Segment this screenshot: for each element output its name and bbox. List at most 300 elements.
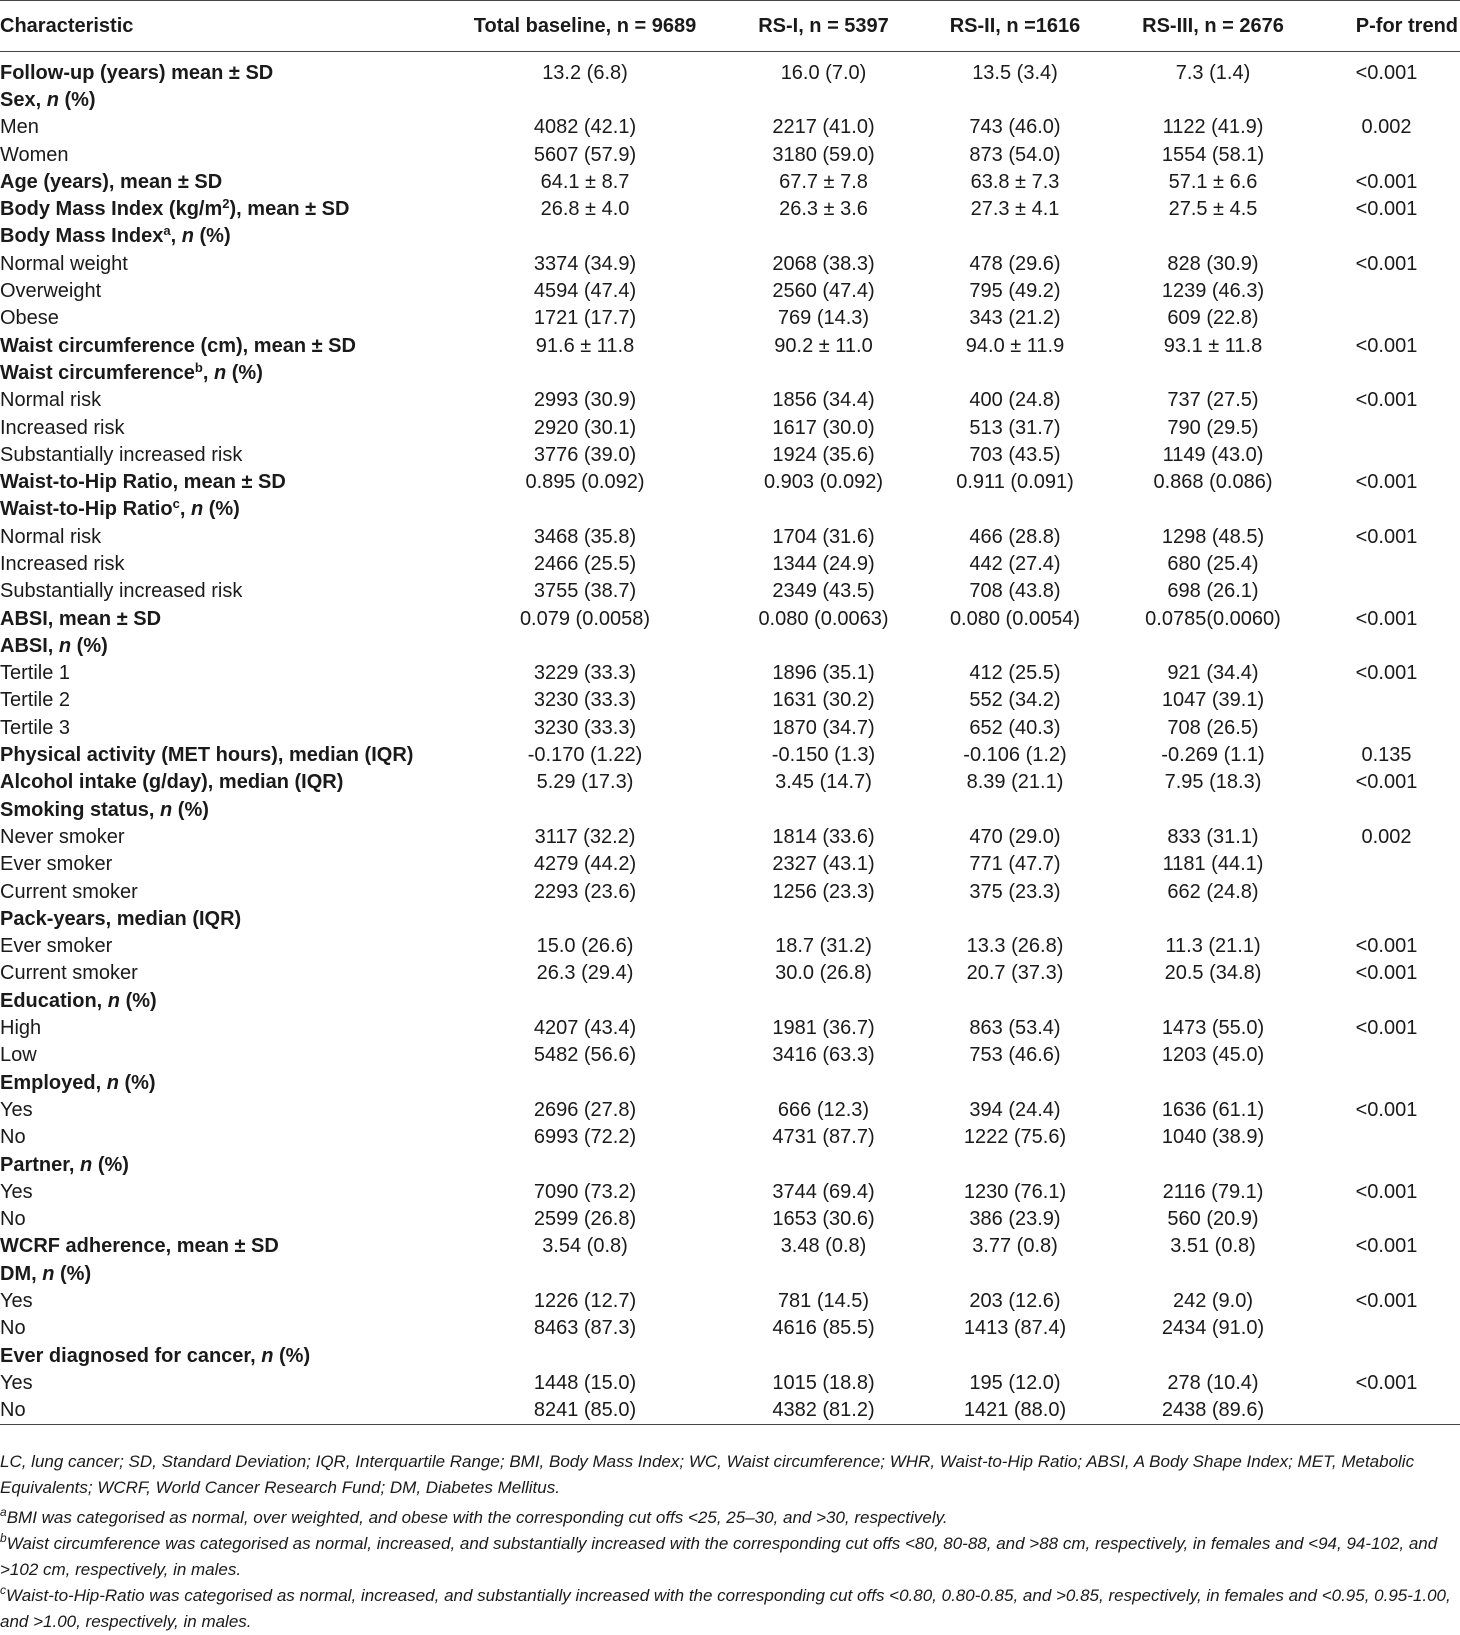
cell-rs-ii (917, 223, 1113, 250)
footnote-mark: b (0, 1531, 7, 1545)
cell-rs-i: 666 (12.3) (777, 1098, 870, 1121)
cell-rs-iii (1113, 1342, 1313, 1369)
cell-rs-i (730, 906, 917, 933)
cell-total-baseline (440, 906, 730, 933)
label-text: Employed, (0, 1071, 107, 1094)
row-label: Ever smoker (0, 853, 113, 876)
table-section-row (0, 196, 1460, 223)
row-label (0, 496, 440, 523)
cell-rs-iii: 57.1 ± 6.6 (1168, 170, 1258, 193)
cell-p-for-trend (1313, 442, 1460, 469)
cell-p-for-trend (1313, 223, 1460, 250)
cell-rs-i: 2327 (43.1) (772, 853, 875, 876)
cell-rs-i: 1653 (30.6) (772, 1208, 875, 1231)
cell-total-baseline (440, 1342, 730, 1369)
cell-rs-i: 16.0 (7.0) (780, 61, 867, 84)
cell-total-baseline: 4082 (42.1) (533, 116, 637, 139)
cell-rs-i: 3.45 (14.7) (775, 771, 872, 794)
cell-total-baseline: 3230 (33.3) (533, 689, 637, 712)
row-label (0, 1342, 440, 1369)
cell-rs-ii (917, 1342, 1113, 1369)
cell-rs-ii: 466 (28.8) (969, 525, 1061, 548)
table-section-row (0, 332, 1460, 359)
cell-rs-i: 1870 (34.7) (772, 716, 875, 739)
table-row (0, 878, 1460, 905)
cell-rs-i: 2349 (43.5) (772, 580, 875, 603)
cell-p-for-trend (1313, 1206, 1460, 1233)
cell-rs-ii: 652 (40.3) (969, 716, 1061, 739)
cell-p-for-trend: <0.001 (1355, 962, 1418, 985)
cell-total-baseline: 0.895 (0.092) (525, 471, 645, 494)
cell-rs-iii: 7.95 (18.3) (1164, 771, 1262, 794)
row-label: WCRF adherence, mean ± SD (0, 1235, 279, 1258)
row-label: Follow-up (years) mean ± SD (0, 61, 274, 84)
cell-p-for-trend (1313, 360, 1460, 387)
cell-rs-ii: 703 (43.5) (969, 443, 1061, 466)
cell-rs-i: -0.150 (1.3) (771, 744, 876, 767)
cell-p-for-trend: 0.002 (1361, 825, 1412, 848)
cell-rs-iii: 20.5 (34.8) (1164, 962, 1262, 985)
cell-p-for-trend: <0.001 (1355, 1098, 1418, 1121)
col-header-characteristic: Characteristic (0, 1, 440, 52)
cell-total-baseline (440, 797, 730, 824)
cell-rs-iii: 7.3 (1.4) (1175, 61, 1251, 84)
cell-total-baseline: 8463 (87.3) (533, 1317, 637, 1340)
row-label (0, 633, 440, 660)
cell-rs-iii (1113, 1151, 1313, 1178)
cell-total-baseline: 2599 (26.8) (533, 1208, 637, 1231)
cell-p-for-trend (1313, 1042, 1460, 1069)
cell-p-for-trend: <0.001 (1355, 61, 1418, 84)
cell-total-baseline: 1226 (12.7) (533, 1290, 637, 1312)
cell-rs-ii: 478 (29.6) (969, 252, 1061, 275)
cell-rs-ii: 3.77 (0.8) (972, 1235, 1058, 1258)
label-text: ABSI, (0, 634, 59, 657)
cell-rs-iii: 93.1 ± 11.8 (1163, 334, 1263, 357)
row-label (0, 1069, 440, 1096)
cell-rs-i: 90.2 ± 11.0 (774, 334, 873, 357)
cell-rs-i (730, 223, 917, 250)
table-row (0, 960, 1460, 987)
cell-rs-ii: 375 (23.3) (969, 880, 1061, 903)
cell-rs-iii: 833 (31.1) (1167, 825, 1259, 848)
cell-p-for-trend (1313, 1151, 1460, 1178)
cell-total-baseline: 13.2 (6.8) (542, 61, 628, 84)
cell-total-baseline: 0.079 (0.0058) (519, 607, 651, 630)
table-row (0, 305, 1460, 332)
row-label: Women (0, 143, 69, 166)
row-label: Waist circumference (cm), mean ± SD (0, 334, 356, 357)
label-text: , (170, 225, 182, 248)
cell-rs-i: 1344 (24.9) (772, 552, 875, 575)
cell-rs-ii: 0.080 (0.0054) (949, 607, 1081, 630)
cell-rs-ii: 27.3 ± 4.1 (970, 198, 1060, 221)
row-label: Normal risk (0, 389, 102, 412)
cell-rs-iii: 708 (26.5) (1167, 716, 1259, 739)
footnote-c (0, 1583, 1460, 1635)
label-superscript: a (163, 223, 171, 239)
cell-rs-i: 1631 (30.2) (772, 689, 875, 712)
label-italic-n: n (190, 498, 204, 521)
table-section-row (0, 1069, 1460, 1096)
label-text: Body Mass Index (0, 225, 164, 248)
cell-total-baseline (440, 633, 730, 660)
row-label: High (0, 1017, 42, 1040)
cell-rs-ii: 1421 (88.0) (917, 1397, 1113, 1425)
cell-rs-iii: 242 (9.0) (1172, 1290, 1254, 1312)
cell-rs-ii: 470 (29.0) (969, 825, 1061, 848)
cell-rs-ii: 1230 (76.1) (963, 1180, 1067, 1203)
cell-p-for-trend: <0.001 (1355, 1017, 1418, 1040)
table-section-row (0, 60, 1460, 87)
row-label: Tertile 3 (0, 716, 71, 739)
cell-p-for-trend (1313, 851, 1460, 878)
cell-total-baseline: 2696 (27.8) (533, 1098, 637, 1121)
cell-rs-ii: 63.8 ± 7.3 (970, 170, 1060, 193)
cell-rs-i: 1896 (35.1) (772, 662, 875, 685)
cell-rs-iii (1113, 360, 1313, 387)
cell-total-baseline: 4279 (44.2) (533, 853, 637, 876)
cell-p-for-trend: <0.001 (1355, 525, 1418, 548)
cell-rs-ii: 394 (24.4) (969, 1098, 1061, 1121)
cell-p-for-trend: <0.001 (1355, 607, 1418, 630)
cell-rs-ii (917, 797, 1113, 824)
label-italic-n: n (181, 225, 194, 248)
table-row (0, 551, 1460, 578)
row-label: Substantially increased risk (0, 443, 243, 466)
table-row (0, 1315, 1460, 1342)
row-label: Normal risk (0, 525, 102, 548)
row-label: Increased risk (0, 552, 125, 575)
cell-rs-i: 1256 (23.3) (772, 880, 875, 903)
cell-rs-i: 4616 (85.5) (772, 1317, 875, 1340)
col-header-rs-ii: RS-II, n =1616 (917, 1, 1113, 52)
label-italic-n: n (46, 88, 59, 111)
cell-total-baseline: 1721 (17.7) (533, 307, 637, 330)
cell-total-baseline: 91.6 ± 11.8 (535, 334, 635, 357)
cell-p-for-trend (1313, 414, 1460, 441)
table-row (0, 715, 1460, 742)
cell-rs-i (730, 1069, 917, 1096)
table-section-row (0, 742, 1460, 769)
cell-rs-ii (917, 633, 1113, 660)
table-row (0, 851, 1460, 878)
label-text: (%) (118, 1071, 156, 1094)
row-label: No (0, 1208, 26, 1231)
cell-rs-ii (917, 1069, 1113, 1096)
cell-p-for-trend (1313, 1397, 1460, 1425)
cell-p-for-trend: <0.001 (1355, 1290, 1418, 1312)
cell-total-baseline: 5482 (56.6) (533, 1044, 637, 1067)
cell-rs-iii (1113, 797, 1313, 824)
cell-p-for-trend (1313, 633, 1460, 660)
label-text: (%) (193, 225, 231, 248)
cell-rs-iii: 560 (20.9) (1167, 1208, 1259, 1231)
table-section-row (0, 988, 1460, 1015)
row-label: Low (0, 1044, 37, 1067)
cell-rs-ii (917, 1151, 1113, 1178)
cell-p-for-trend (1313, 1315, 1460, 1342)
cell-total-baseline: 2920 (30.1) (533, 416, 637, 439)
cell-total-baseline: 5.29 (17.3) (536, 771, 634, 794)
table-footnotes (0, 1449, 1460, 1635)
cell-total-baseline (440, 223, 730, 250)
cell-rs-iii: -0.269 (1.1) (1161, 744, 1265, 767)
cell-rs-ii: 94.0 ± 11.9 (965, 334, 1065, 357)
row-label (0, 797, 440, 824)
cell-total-baseline: 26.8 ± 4.0 (540, 198, 630, 221)
cell-rs-i: 26.3 ± 3.6 (779, 198, 868, 221)
cell-rs-iii: 680 (25.4) (1167, 552, 1259, 575)
cell-rs-ii: 0.911 (0.091) (956, 471, 1074, 494)
cell-rs-i: 2560 (47.4) (772, 280, 875, 303)
cell-p-for-trend: <0.001 (1355, 935, 1418, 958)
label-text: (%) (120, 989, 157, 1012)
table-section-row (0, 633, 1460, 660)
cell-total-baseline (440, 87, 730, 114)
cell-rs-i (730, 496, 917, 523)
cell-rs-iii: 790 (29.5) (1167, 416, 1259, 439)
cell-total-baseline: 3.54 (0.8) (542, 1235, 628, 1258)
row-label: Tertile 2 (0, 689, 71, 712)
cell-rs-iii (1113, 1261, 1313, 1288)
cell-rs-i (730, 988, 917, 1015)
cell-rs-i: 1015 (18.8) (772, 1371, 875, 1394)
table-row (0, 1397, 1460, 1425)
row-label: No (0, 1397, 440, 1425)
cell-rs-iii: 1040 (38.9) (1161, 1126, 1265, 1149)
cell-rs-ii: 343 (21.2) (969, 307, 1061, 330)
cell-rs-iii: 1636 (61.1) (1161, 1098, 1265, 1121)
label-italic-n: n (42, 1262, 55, 1285)
row-label: Yes (0, 1098, 33, 1121)
col-header-p-for-trend: P-for trend (1313, 1, 1460, 52)
cell-rs-iii: 609 (22.8) (1167, 307, 1259, 330)
label-text: Waist-to-Hip Ratio (0, 498, 173, 521)
cell-rs-i: 0.080 (0.0063) (758, 607, 889, 630)
cell-p-for-trend (1313, 687, 1460, 714)
cell-rs-i: 1981 (36.7) (772, 1017, 875, 1040)
table-row (0, 1042, 1460, 1069)
cell-p-for-trend (1313, 496, 1460, 523)
cell-rs-ii: 442 (27.4) (969, 552, 1061, 575)
cell-p-for-trend (1313, 797, 1460, 824)
cell-total-baseline: 7090 (73.2) (533, 1180, 637, 1203)
label-superscript: 2 (222, 196, 230, 212)
cell-p-for-trend: <0.001 (1355, 471, 1418, 494)
cell-rs-i: 67.7 ± 7.8 (779, 170, 868, 193)
cell-rs-iii: 27.5 ± 4.5 (1168, 198, 1258, 221)
cell-rs-iii: 698 (26.1) (1167, 580, 1259, 603)
cell-rs-iii (1113, 988, 1313, 1015)
header-row (0, 1, 1460, 52)
table-header (0, 1, 1460, 52)
cell-rs-i (730, 87, 917, 114)
cell-p-for-trend: <0.001 (1355, 662, 1418, 685)
cell-rs-i: 781 (14.5) (777, 1290, 870, 1312)
cell-rs-iii: 1181 (44.1) (1162, 853, 1264, 876)
row-label: Yes (0, 1180, 33, 1203)
cell-rs-i (730, 797, 917, 824)
cell-rs-iii: 2438 (89.6) (1113, 1397, 1313, 1425)
cell-rs-ii: -0.106 (1.2) (963, 744, 1067, 767)
cell-p-for-trend (1313, 305, 1460, 332)
table-row (0, 387, 1460, 414)
table-row (0, 578, 1460, 605)
cell-total-baseline (440, 1069, 730, 1096)
table-section-row (0, 769, 1460, 796)
cell-rs-ii: 1222 (75.6) (963, 1126, 1067, 1149)
cell-rs-i: 3180 (59.0) (772, 143, 875, 166)
cell-rs-ii: 795 (49.2) (969, 280, 1061, 303)
cell-rs-iii: 828 (30.9) (1167, 252, 1259, 275)
cell-rs-iii (1113, 496, 1313, 523)
table-row (0, 933, 1460, 960)
cell-rs-iii: 0.868 (0.086) (1153, 471, 1273, 494)
cell-rs-iii: 1203 (45.0) (1161, 1044, 1265, 1067)
cell-p-for-trend: <0.001 (1355, 170, 1418, 193)
cell-total-baseline: 3755 (38.7) (533, 580, 637, 603)
cell-total-baseline: 6993 (72.2) (533, 1126, 637, 1149)
table-section-row (0, 605, 1460, 632)
cell-rs-i: 18.7 (31.2) (775, 935, 872, 958)
cell-total-baseline: 3374 (34.9) (533, 252, 637, 275)
cell-rs-i: 0.903 (0.092) (764, 471, 883, 494)
label-text: Education, (0, 989, 108, 1012)
cell-rs-i: 3744 (69.4) (772, 1180, 875, 1203)
cell-rs-iii: 11.3 (21.1) (1165, 935, 1261, 958)
cell-p-for-trend: <0.001 (1355, 1371, 1418, 1394)
cell-rs-iii: 278 (10.4) (1167, 1371, 1259, 1394)
cell-total-baseline: 15.0 (26.6) (536, 935, 634, 958)
cell-p-for-trend: <0.001 (1355, 198, 1418, 221)
cell-rs-iii (1113, 906, 1313, 933)
label-text: DM, (0, 1262, 43, 1285)
table-row (0, 1015, 1460, 1042)
table-row (0, 687, 1460, 714)
table-row (0, 1179, 1460, 1206)
table-row (0, 1097, 1460, 1124)
cell-total-baseline (440, 988, 730, 1015)
cell-rs-ii (917, 496, 1113, 523)
cell-rs-iii: 1473 (55.0) (1161, 1017, 1265, 1040)
cell-rs-ii: 8.39 (21.1) (966, 771, 1064, 794)
table-section-row (0, 496, 1460, 523)
col-header-rs-i: RS-I, n = 5397 (730, 1, 917, 52)
cell-p-for-trend (1313, 578, 1460, 605)
cell-rs-ii (917, 87, 1113, 114)
cell-rs-iii: 2434 (91.0) (1161, 1317, 1265, 1340)
label-text: (%) (273, 1344, 311, 1367)
row-label: Yes (0, 1371, 33, 1394)
table-row (0, 1288, 1460, 1315)
row-label: Men (0, 116, 39, 139)
row-label (0, 360, 440, 387)
table-row (0, 251, 1460, 278)
cell-p-for-trend (1313, 1261, 1460, 1288)
label-text: ), mean ± SD (229, 198, 350, 221)
cell-rs-iii: 1149 (43.0) (1162, 443, 1264, 466)
cell-total-baseline: 3117 (32.2) (534, 825, 636, 848)
cell-total-baseline: 3776 (39.0) (533, 443, 637, 466)
label-text: (%) (203, 498, 240, 521)
cell-rs-ii: 412 (25.5) (969, 662, 1061, 685)
cell-p-for-trend (1313, 278, 1460, 305)
table-row (0, 1124, 1460, 1151)
cell-p-for-trend (1313, 988, 1460, 1015)
label-text: Smoking status, (0, 798, 161, 821)
cell-total-baseline: 3468 (35.8) (533, 525, 637, 548)
row-label: No (0, 1126, 26, 1149)
table-section-row (0, 360, 1460, 387)
cell-rs-iii: 737 (27.5) (1167, 389, 1259, 412)
cell-rs-ii: 708 (43.8) (969, 580, 1061, 603)
row-label: Current smoker (0, 962, 138, 985)
cell-rs-i (730, 1151, 917, 1178)
table-row (0, 660, 1460, 687)
table-section-row (0, 797, 1460, 824)
cell-rs-ii: 1413 (87.4) (963, 1317, 1067, 1340)
cell-rs-i (730, 1261, 917, 1288)
cell-total-baseline: 1448 (15.0) (533, 1371, 637, 1394)
table-row (0, 1370, 1460, 1397)
table-row (0, 114, 1460, 141)
cell-rs-iii: 0.0785(0.0060) (1145, 607, 1281, 630)
row-label: Alcohol intake (g/day), median (IQR) (0, 771, 344, 794)
label-italic-n: n (261, 1344, 274, 1367)
table-row (0, 414, 1460, 441)
cell-rs-iii (1113, 223, 1313, 250)
table-row (0, 524, 1460, 551)
col-header-total-baseline: Total baseline, n = 9689 (440, 1, 730, 52)
cell-rs-i: 1704 (31.6) (772, 525, 875, 548)
cell-total-baseline: 26.3 (29.4) (536, 962, 634, 985)
label-italic-n: n (160, 798, 173, 821)
cell-p-for-trend: 0.135 (1361, 744, 1412, 767)
label-text: (%) (58, 88, 96, 111)
cell-rs-i (730, 1342, 917, 1369)
cell-rs-iii: 1122 (41.9) (1162, 116, 1264, 139)
table-section-row (0, 1151, 1460, 1178)
cell-p-for-trend (1313, 1342, 1460, 1369)
cell-total-baseline (440, 1151, 730, 1178)
footnote-mark: c (0, 1583, 6, 1597)
cell-rs-ii: 771 (47.7) (969, 853, 1061, 876)
cell-total-baseline: 3229 (33.3) (533, 662, 637, 685)
label-text: Body Mass Index (kg/m (0, 198, 223, 221)
cell-rs-ii (917, 988, 1113, 1015)
table-section-row (0, 1233, 1460, 1260)
row-label: Physical activity (MET hours), median (IQR) (0, 744, 414, 767)
cell-total-baseline (440, 1261, 730, 1288)
cell-p-for-trend: <0.001 (1355, 389, 1418, 412)
label-text: (%) (172, 798, 209, 821)
footnote-list (0, 1505, 1460, 1635)
footnote-b (0, 1531, 1460, 1583)
row-label: Overweight (0, 280, 102, 303)
row-label: Yes (0, 1290, 33, 1312)
label-text: , (179, 498, 191, 521)
cell-rs-iii: 921 (34.4) (1167, 662, 1259, 685)
cell-p-for-trend (1313, 87, 1460, 114)
cell-rs-ii: 400 (24.8) (969, 389, 1061, 412)
cell-total-baseline: 4207 (43.4) (533, 1017, 637, 1040)
table-row (0, 824, 1460, 851)
table-row (0, 1206, 1460, 1233)
row-label: ABSI, mean ± SD (0, 607, 162, 630)
label-text: (%) (71, 634, 108, 657)
label-text: (%) (54, 1262, 92, 1285)
